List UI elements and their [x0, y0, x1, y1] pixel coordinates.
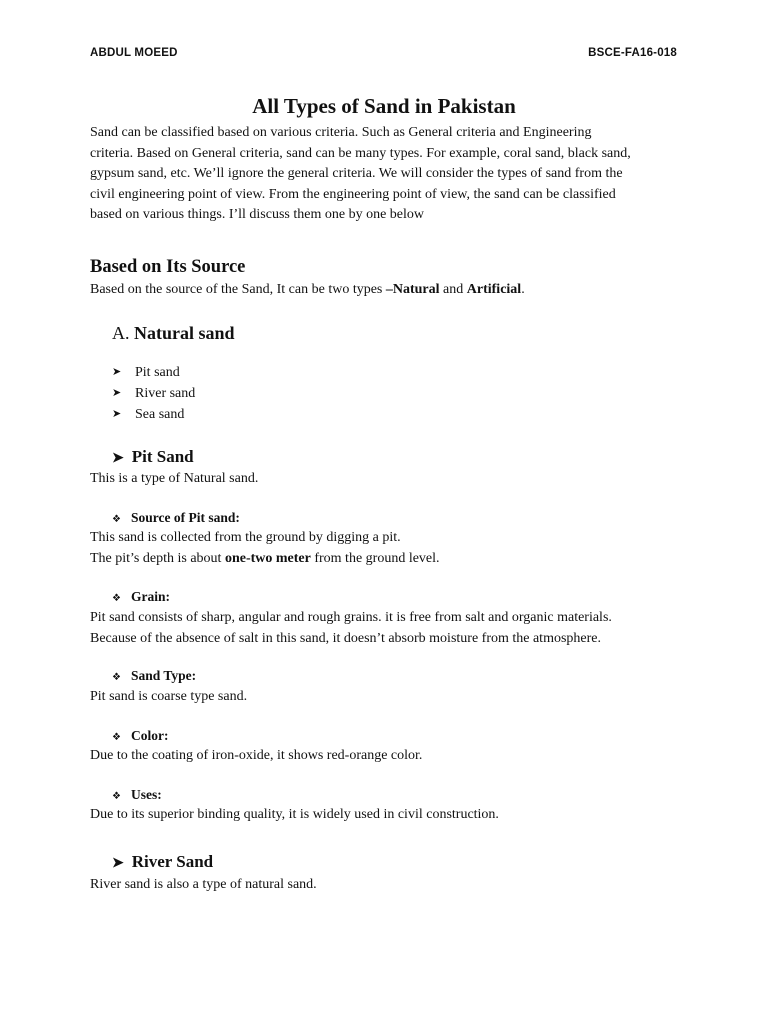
- depth-value: one-two meter: [224, 550, 311, 566]
- color-text: Due to the coating of iron-oxide, it shows red-orange color.: [90, 748, 423, 763]
- sand-type-heading-text: Sand Type:: [130, 668, 197, 683]
- river-sand-title: River Sand: [131, 852, 214, 871]
- list-item: [112, 383, 195, 404]
- intro-line: Sand can be classified based on various criteria. Such as General criteria and Engineering: [90, 125, 592, 140]
- list-item-text: Sea sand: [135, 407, 185, 422]
- source-line-end: from the ground level.: [310, 550, 440, 566]
- color-heading-text: Color:: [130, 728, 169, 743]
- intro-paragraph: [90, 123, 680, 226]
- list-item-text: River sand: [135, 386, 196, 401]
- document-title: All Types of Sand in Pakistan: [252, 94, 516, 118]
- artificial-term: Artificial: [466, 282, 522, 297]
- source-and: and: [439, 282, 467, 297]
- source-paragraph: [90, 280, 680, 301]
- intro-line: criteria. Based on General criteria, sand can be many types. For example, coral sand, black sand,: [90, 145, 631, 161]
- heading-pit-sand: [112, 446, 194, 470]
- heading-grain: [112, 587, 170, 609]
- sand-type-text: Pit sand is coarse type sand.: [90, 689, 248, 704]
- intro-line: based on various things. I’ll discuss them one by one below: [90, 207, 425, 222]
- source-line: This sand is collected from the ground by digging a pit.: [90, 530, 401, 545]
- diamond-bullet-icon: ❖: [112, 791, 121, 802]
- river-sand-intro: River sand is also a type of natural sand.: [90, 877, 317, 892]
- arrowhead-bullet-icon: ➤: [112, 408, 122, 420]
- diamond-bullet-icon: ❖: [112, 593, 121, 604]
- intro-line: gypsum sand, etc. We’ll ignore the general criteria. We will consider the types of sand from the: [90, 166, 623, 181]
- grain-line: Pit sand consists of sharp, angular and rough grains. it is free from salt and organic materials.: [90, 610, 612, 625]
- heading-uses: [112, 785, 162, 807]
- source-period: .: [521, 282, 525, 297]
- grain-text: [90, 608, 690, 649]
- grain-heading-text: Grain:: [130, 589, 170, 604]
- list-item-text: Pit sand: [135, 365, 180, 380]
- list-item: [112, 362, 195, 383]
- header-student-id: BSCE-FA16-018: [588, 47, 677, 59]
- heading-river-sand: [112, 851, 213, 875]
- arrowhead-bullet-icon: ➤: [112, 387, 122, 399]
- intro-line: civil engineering point of view. From the engineering point of view, the sand can be classified: [90, 186, 616, 202]
- uses-heading-text: Uses:: [130, 787, 162, 802]
- source-line: The pit’s depth is about: [90, 550, 225, 566]
- source-text: Based on the source of the Sand, It can be two types: [90, 282, 386, 297]
- heading-color: [112, 726, 168, 748]
- heading-natural-sand: [112, 322, 235, 344]
- heading-sand-type: [112, 666, 196, 688]
- grain-line: Because of the absence of salt in this sand, it doesn’t absorb moisture from the atmosphere.: [90, 630, 601, 646]
- arrowhead-bullet-icon: ➤: [112, 451, 124, 466]
- heading-based-on-source: Based on Its Source: [90, 257, 246, 277]
- heading-source-of-pit-sand: [112, 508, 240, 530]
- uses-text: Due to its superior binding quality, it is widely used in civil construction.: [90, 807, 499, 822]
- pit-sand-title: Pit Sand: [131, 447, 194, 466]
- arrowhead-bullet-icon: ➤: [112, 856, 124, 871]
- diamond-bullet-icon: ❖: [112, 732, 121, 743]
- header-author: ABDUL MOEED: [90, 47, 178, 59]
- source-of-pit-sand-text: [90, 528, 680, 569]
- source-heading-text: Source of Pit sand:: [130, 510, 240, 525]
- diamond-bullet-icon: ❖: [112, 672, 121, 683]
- natural-sand-title: Natural sand: [134, 323, 235, 343]
- natural-sand-list: [112, 362, 195, 425]
- diamond-bullet-icon: ❖: [112, 514, 121, 525]
- arrowhead-bullet-icon: ➤: [112, 366, 122, 378]
- natural-sand-label: A.: [112, 323, 130, 343]
- natural-term: –Natural: [385, 282, 440, 297]
- pit-sand-intro: This is a type of Natural sand.: [90, 471, 259, 486]
- list-item: [112, 404, 195, 425]
